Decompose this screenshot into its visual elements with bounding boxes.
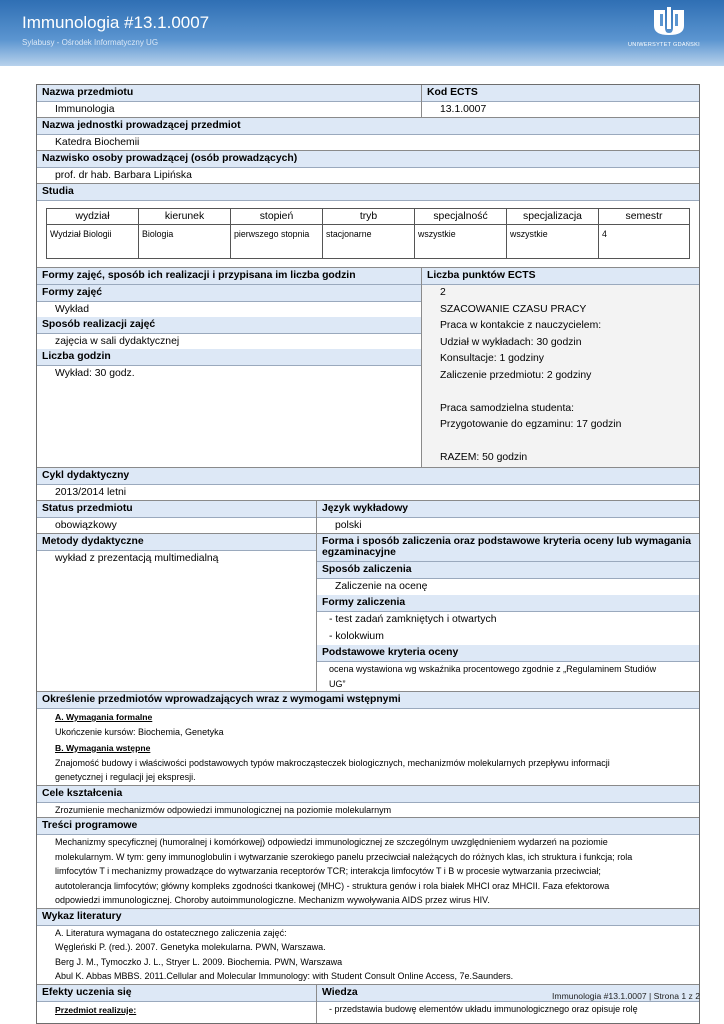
workload-line: SZACOWANIE CZASU PRACY [440,303,587,315]
unit-label: Nazwa jednostki prowadzącej przedmiot [37,118,699,135]
literature-line: Abul K. Abbas MBBS. 2011.Cellular and Molecular Immunology: with Student Consult Online Access, 7e.Saunders. [55,971,514,981]
workload-line [422,434,699,451]
content-line: autotolerancja limfocytów; główny kompleks zgodności tkankowej (MHC) - struktura genów i rola białek MHCI oraz MHCII. Faza efektorowa [55,880,610,891]
literature-line: Berg J. M., Tymoczko J. L., Stryer L. 2009. Biochemia. PWN, Warszawa [55,956,343,967]
initial-requirements-line: Znajomość budowy i właściwości podstawowych typów makrocząsteczek biologicznych, mechanizmów molekularnych przepływu informacji [55,757,610,768]
literature-label: Wykaz literatury [37,909,699,926]
language-value: polski [335,519,362,531]
initial-requirements-line: genetycznej i regulacji jej ekspresji. [55,772,196,782]
hours-value: Wykład: 30 godz. [55,368,135,379]
method-value: zajęcia w sali dydaktycznej [55,336,180,347]
assessment-form-item: - test zadań zamkniętych i otwartych [329,614,497,625]
cycle-value: 2013/2014 letni [55,486,127,498]
studies-cell: Biologia [139,225,231,259]
studies-cell: 4 [599,225,690,259]
assessment-method-value: Zaliczenie na ocenę [335,580,428,592]
university-logo-icon [651,6,687,36]
course-name-value: Immunologia [55,104,115,115]
outcomes-label: Efekty uczenia się [37,985,316,1002]
content-line: molekularnym. W tym: geny immunoglobulin i wytwarzanie szerokiego panelu przeciwciał należących do różnych klas, ich struktura i funkcja; rola [55,851,633,862]
teaching-methods-label: Metody dydaktyczne [37,534,316,551]
class-forms-label: Formy zajęć, sposób ich realizacji i przypisana im liczba godzin [37,268,421,285]
page-title: Immunologia #13.1.0007 [22,13,210,32]
ects-points-value: 2 [440,287,446,298]
formal-requirements-value: Ukończenie kursów: Biochemia, Genetyka [55,727,224,737]
outcomes-sub-label: Przedmiot realizuje: [55,1004,137,1015]
ects-points-label: Liczba punktów ECTS [422,268,699,285]
page-footer: Immunologia #13.1.0007 | Strona 1 z 2 [552,991,700,1001]
studies-cell: wszystkie [507,225,599,259]
course-name-label: Nazwa przedmiotu [37,85,421,102]
method-label: Sposób realizacji zajęć [37,317,421,334]
ects-code-label: Kod ECTS [422,85,699,102]
criteria-label: Podstawowe kryteria oceny [317,645,699,662]
teaching-methods-value: wykład z prezentacją multimedialną [55,552,219,564]
forms-label: Formy zajęć [37,285,421,302]
language-label: Język wykładowy [317,501,699,518]
workload-line: RAZEM: 50 godzin [440,452,528,463]
literature-line: Węgleński P. (red.). 2007. Genetyka molekularna. PWN, Warszawa. [55,942,326,952]
studies-cell: stacjonarne [323,225,415,259]
prerequisites-label: Określenie przedmiotów wprowadzających wraz z wymogami wstępnymi [37,692,699,709]
goals-label: Cele kształcenia [37,786,699,803]
page-banner [0,0,724,66]
ects-code-value: 13.1.0007 [440,104,487,115]
studies-header: semestr [599,209,690,225]
assessment-label: Forma i sposób zaliczenia oraz podstawowe kryteria oceny lub wymagania egzaminacyjne [317,534,699,562]
workload-line: Przygotowanie do egzaminu: 17 godzin [440,419,622,430]
studies-header: tryb [323,209,415,225]
lecturer-value: prof. dr hab. Barbara Lipińska [55,170,192,181]
criteria-line: ocena wystawiona wg wskaźnika procentowego zgodnie z „Regulaminem Studiów [329,664,657,674]
hours-label: Liczba godzin [37,349,421,366]
content-line: Mechanizmy specyficznej (humoralnej i komórkowej) odpowiedzi immunologicznej ze szczególnym uwzględnieniem wydarzeń na poziomie [55,837,608,847]
assessment-forms-label: Formy zaliczenia [317,595,699,612]
workload-line: Praca samodzielna studenta: [440,402,575,414]
content-line: limfocytów T i mechanizmy prowadzące do wytwarzania receptorów TCR; interakcja limfocytów T i B w procesie wytwarzania przeciwciał; [55,866,601,876]
studies-cell: wszystkie [415,225,507,259]
criteria-line: UG” [329,678,346,689]
literature-line: A. Literatura wymagana do ostatecznego zaliczenia zajęć: [55,927,287,938]
studies-header: kierunek [139,209,231,225]
workload-line [422,384,699,401]
lecturer-label: Nazwisko osoby prowadzącej (osób prowadzących) [37,151,699,168]
formal-requirements-label: A. Wymagania formalne [55,712,153,722]
studies-header: specjalizacja [507,209,599,225]
workload-line: Praca w kontakcie z nauczycielem: [440,320,602,331]
content-label: Treści programowe [37,818,699,835]
goals-value: Zrozumienie mechanizmów odpowiedzi immunologicznej na poziomie molekularnym [55,804,392,815]
assessment-method-label: Sposób zaliczenia [317,562,699,579]
studies-cell: pierwszego stopnia [231,225,323,259]
studies-header: specjalność [415,209,507,225]
studies-header: stopień [231,209,323,225]
page-subtitle: Sylabusy - Ośrodek Informatyczny UG [22,38,159,47]
status-value: obowiązkowy [55,519,117,531]
syllabus-sheet [36,84,700,1024]
unit-value: Katedra Biochemii [55,137,140,148]
status-label: Status przedmiotu [37,501,316,518]
content-line: odpowiedzi immunologicznej. Choroby autoimmunologiczne. Mechanizm wywoływania AIDS przez wirus HIV. [55,895,490,905]
forms-value: Wykład [55,304,89,315]
initial-requirements-label: B. Wymagania wstępne [55,742,151,753]
knowledge-value: - przedstawia budowę elementów układu immunologicznego oraz opisuje rolę [329,1003,638,1014]
studies-label: Studia [37,184,699,201]
workload-line: Konsultacje: 1 godziny [440,353,544,364]
studies-header: wydział [47,209,139,225]
assessment-form-item: - kolokwium [329,630,384,642]
studies-cell: Wydział Biologii [47,225,139,259]
workload-line: Udział w wykładach: 30 godzin [440,336,582,348]
workload-line: Zaliczenie przedmiotu: 2 godziny [440,369,592,381]
university-name: UNIWERSYTET GDAŃSKI [628,42,700,48]
studies-table [46,208,690,259]
cycle-label: Cykl dydaktyczny [37,468,699,485]
knowledge-label: Wiedza [317,985,699,1002]
